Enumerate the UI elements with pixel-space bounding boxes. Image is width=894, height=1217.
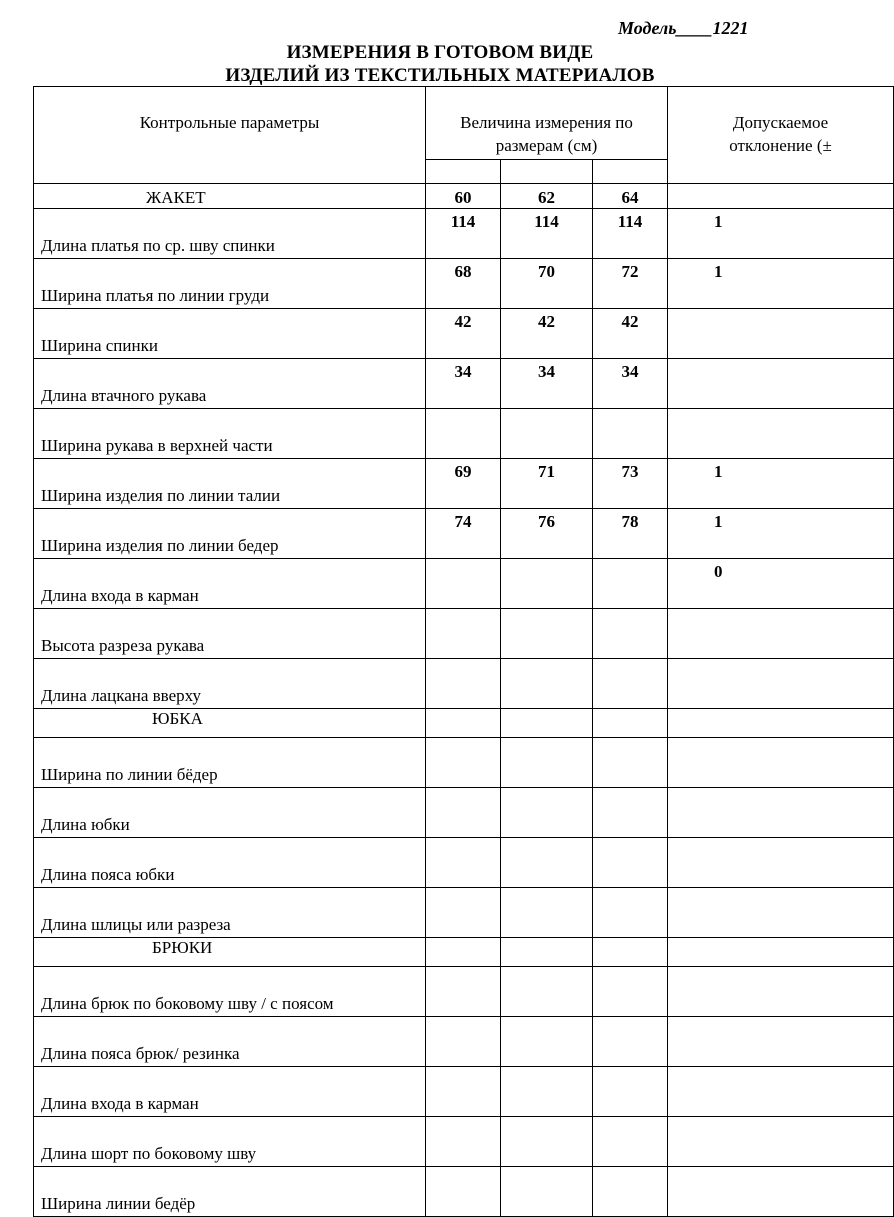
measurement-value (593, 609, 668, 659)
parameter-label: Ширина спинки (34, 309, 426, 359)
measurement-value (426, 559, 501, 609)
table-row (34, 888, 894, 938)
parameter-label: Длина шлицы или разреза (34, 888, 426, 938)
size-column-header (426, 938, 501, 967)
measurement-value: 114 (426, 209, 501, 259)
measurement-value: 34 (593, 359, 668, 409)
table-header-row (34, 87, 894, 160)
table-row (34, 1117, 894, 1167)
measurement-value: 74 (426, 509, 501, 559)
parameter-label: Длина втачного рукава (34, 359, 426, 409)
measurement-value: 34 (501, 359, 593, 409)
measurement-value: 71 (501, 459, 593, 509)
measurement-value: 72 (593, 259, 668, 309)
size-column-header: 62 (501, 184, 593, 209)
header-param-label: Контрольные параметры (139, 113, 320, 132)
measurement-value: 42 (501, 309, 593, 359)
measurement-value: 114 (593, 209, 668, 259)
measurement-value (501, 609, 593, 659)
measurement-value: 34 (426, 359, 501, 409)
measurement-value (426, 788, 501, 838)
measurement-value (593, 409, 668, 459)
section-name (34, 938, 426, 967)
table-row (34, 738, 894, 788)
parameter-label: Длина пояса юбки (34, 838, 426, 888)
table-row (34, 967, 894, 1017)
parameter-label: Ширина платья по линии груди (34, 259, 426, 309)
measurement-value (501, 1117, 593, 1167)
table-row (34, 209, 894, 259)
measurement-value: 76 (501, 509, 593, 559)
parameter-label: Длина брюк по боковому шву / с поясом (34, 967, 426, 1017)
tolerance-value (668, 409, 894, 459)
measurements-table (33, 86, 894, 1217)
measurement-value (426, 1017, 501, 1067)
parameter-label: Длина платья по ср. шву спинки (34, 209, 426, 259)
size-column-header (593, 938, 668, 967)
tolerance-value (668, 1067, 894, 1117)
measurement-value (593, 1117, 668, 1167)
table-row (34, 609, 894, 659)
table-row (34, 659, 894, 709)
header-size-cell (426, 87, 668, 160)
measurement-value (501, 888, 593, 938)
parameter-label: Ширина рукава в верхней части (34, 409, 426, 459)
measurement-value (501, 1017, 593, 1067)
measurement-value (593, 659, 668, 709)
measurement-value (501, 788, 593, 838)
header-tolerance-line1: Допускаемое (732, 113, 829, 132)
tolerance-value: 1 (668, 259, 894, 309)
tolerance-value (668, 1117, 894, 1167)
header-tolerance-cell (668, 87, 894, 184)
table-row (34, 1017, 894, 1067)
measurement-value (593, 888, 668, 938)
measurement-value (426, 888, 501, 938)
tolerance-value: 1 (668, 209, 894, 259)
size-column-header: 60 (426, 184, 501, 209)
header-size-line2: размерам (см) (495, 136, 598, 155)
table-row (34, 309, 894, 359)
tolerance-value (668, 1017, 894, 1067)
table-row (34, 509, 894, 559)
document-title: ИЗМЕРЕНИЯ В ГОТОВОМ ВИДЕ (286, 42, 594, 63)
measurement-value (593, 559, 668, 609)
measurement-value (426, 609, 501, 659)
table-row (34, 788, 894, 838)
measurement-value: 42 (426, 309, 501, 359)
tolerance-value (668, 609, 894, 659)
table-row (34, 459, 894, 509)
size-column-header (593, 709, 668, 738)
table-row (34, 259, 894, 309)
measurement-value (426, 967, 501, 1017)
measurement-value (426, 1067, 501, 1117)
parameter-label: Высота разреза рукава (34, 609, 426, 659)
parameter-label: Длина юбки (34, 788, 426, 838)
measurement-value (426, 838, 501, 888)
tolerance-value (668, 967, 894, 1017)
measurement-value (593, 838, 668, 888)
header-size-subcell (426, 160, 501, 184)
tolerance-value (668, 359, 894, 409)
tolerance-value (668, 788, 894, 838)
measurement-value (426, 659, 501, 709)
measurement-value (501, 838, 593, 888)
tolerance-value (668, 309, 894, 359)
section-name (34, 184, 426, 209)
parameter-label: Ширина линии бедёр (34, 1167, 426, 1217)
table-row (34, 838, 894, 888)
model-number: Модель____1221 (618, 18, 749, 38)
table-row (34, 1067, 894, 1117)
measurement-value (501, 1167, 593, 1217)
header-tolerance-line2: отклонение (± (729, 136, 832, 155)
size-column-header: 64 (593, 184, 668, 209)
measurement-value: 78 (593, 509, 668, 559)
tolerance-value (668, 838, 894, 888)
section-label: ЮБКА (152, 709, 203, 728)
measurement-value (501, 967, 593, 1017)
parameter-label: Длина пояса брюк/ резинка (34, 1017, 426, 1067)
parameter-label: Ширина по линии бёдер (34, 738, 426, 788)
section-name (34, 709, 426, 738)
parameter-label: Длина входа в карман (34, 559, 426, 609)
measurement-value: 114 (501, 209, 593, 259)
measurement-value (501, 1067, 593, 1117)
parameter-label: Длина шорт по боковому шву (34, 1117, 426, 1167)
header-param-cell (34, 87, 426, 184)
measurement-value: 73 (593, 459, 668, 509)
table-row (34, 359, 894, 409)
measurement-value: 69 (426, 459, 501, 509)
measurement-value (593, 1167, 668, 1217)
tolerance-value: 1 (668, 459, 894, 509)
measurement-value (501, 659, 593, 709)
measurement-value (501, 409, 593, 459)
table-row (34, 1167, 894, 1217)
tolerance-value (668, 738, 894, 788)
measurement-value: 68 (426, 259, 501, 309)
tolerance-value: 1 (668, 509, 894, 559)
parameter-label: Ширина изделия по линии талии (34, 459, 426, 509)
measurement-value (593, 967, 668, 1017)
measurement-value (426, 1167, 501, 1217)
parameter-label: Длина лацкана вверху (34, 659, 426, 709)
size-column-header (426, 709, 501, 738)
measurement-value (426, 738, 501, 788)
section-row (34, 938, 894, 967)
tolerance-value (668, 659, 894, 709)
measurement-value (593, 1017, 668, 1067)
tolerance-value (668, 1167, 894, 1217)
table-row (34, 409, 894, 459)
measurement-value: 70 (501, 259, 593, 309)
parameter-label: Ширина изделия по линии бедер (34, 509, 426, 559)
tolerance-value: 0 (668, 559, 894, 609)
section-row (34, 184, 894, 209)
measurement-value (593, 738, 668, 788)
section-label: ЖАКЕТ (146, 188, 206, 207)
header-size-line1: Величина измерения по (460, 113, 633, 132)
size-column-header (501, 938, 593, 967)
size-column-header (501, 709, 593, 738)
header-size-subcell (501, 160, 593, 184)
measurement-value (593, 1067, 668, 1117)
section-tolerance-cell (668, 184, 894, 209)
section-label: БРЮКИ (152, 938, 213, 957)
document-subtitle: ИЗДЕЛИЙ ИЗ ТЕКСТИЛЬНЫХ МАТЕРИАЛОВ (225, 65, 655, 86)
table-row (34, 559, 894, 609)
section-row (34, 709, 894, 738)
parameter-label: Длина входа в карман (34, 1067, 426, 1117)
measurement-value (426, 1117, 501, 1167)
measurement-value (501, 738, 593, 788)
tolerance-value (668, 888, 894, 938)
measurements-sheet (33, 86, 832, 1213)
header-size-subcell (593, 160, 668, 184)
measurement-value (426, 409, 501, 459)
section-tolerance-cell (668, 709, 894, 738)
measurement-value (501, 559, 593, 609)
section-tolerance-cell (668, 938, 894, 967)
measurement-value (593, 788, 668, 838)
measurement-value: 42 (593, 309, 668, 359)
